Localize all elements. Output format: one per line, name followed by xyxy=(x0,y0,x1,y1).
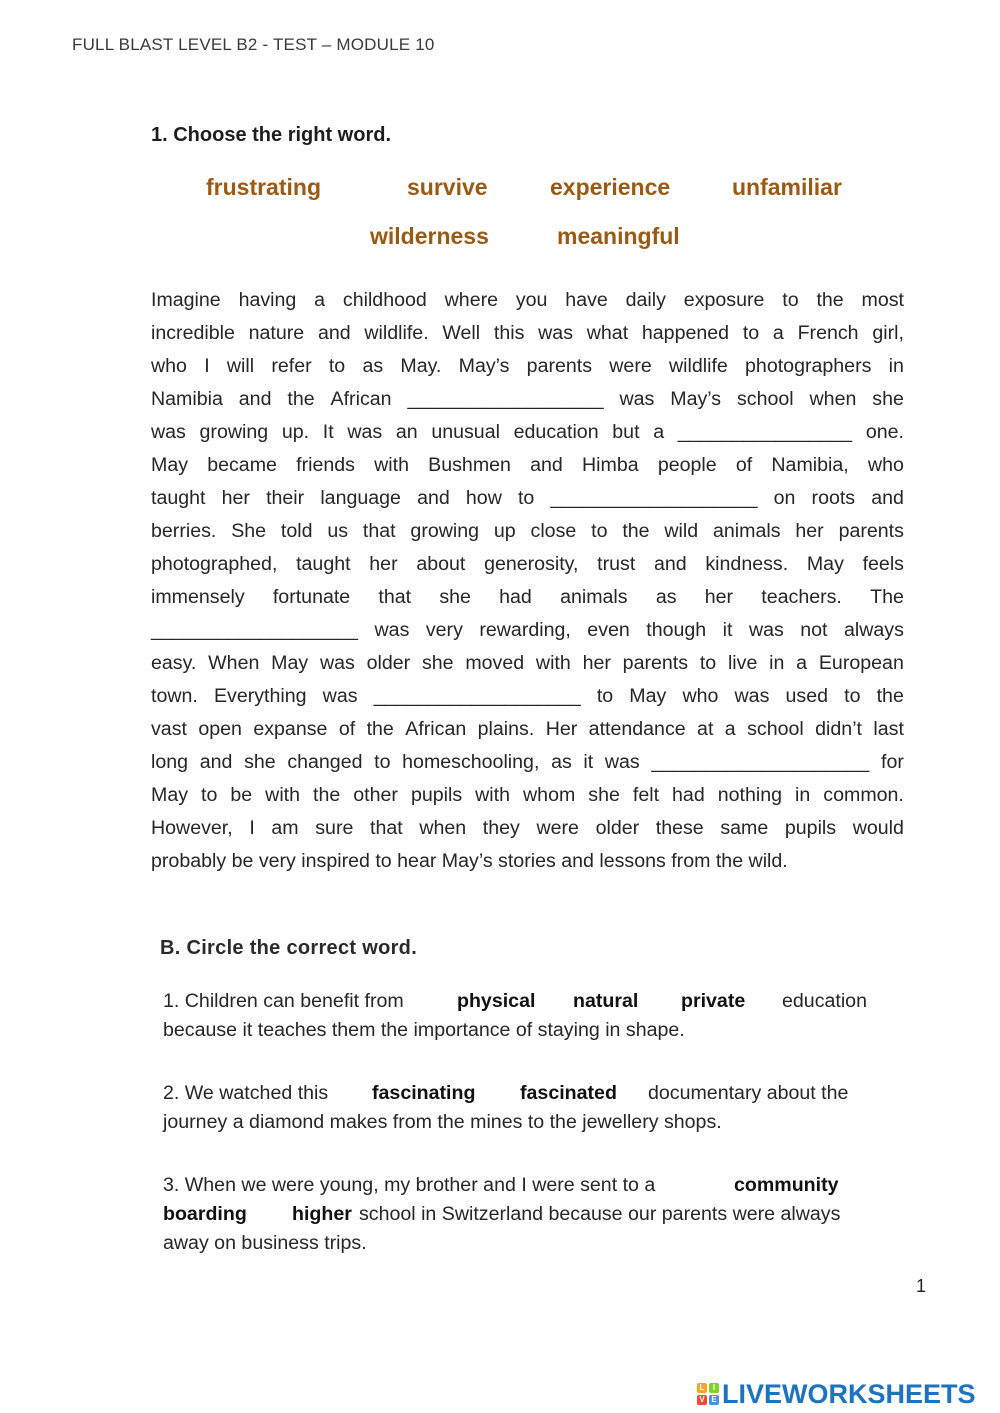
reading-passage xyxy=(151,284,904,878)
passage-word: sure xyxy=(315,817,354,839)
passage-word: and xyxy=(317,322,351,344)
passage-word: wildlife xyxy=(668,355,728,377)
passage-word: didn’t xyxy=(815,718,862,740)
passage-word: she xyxy=(588,784,620,806)
passage-word: same xyxy=(720,817,769,839)
passage-word: would xyxy=(852,817,904,839)
passage-word: Namibia, xyxy=(771,454,849,476)
passage-word: parents xyxy=(526,355,593,377)
question-2-prefix: 2. We watched this xyxy=(163,1082,329,1104)
answer-blank[interactable]: ____________________ xyxy=(651,751,870,773)
passage-word: her xyxy=(582,652,611,674)
passage-word: had xyxy=(499,586,532,608)
passage-word: was xyxy=(734,685,770,707)
passage-word: It xyxy=(322,421,334,443)
question-3 xyxy=(163,1171,883,1258)
logo-mark-tile: V xyxy=(697,1395,707,1405)
passage-word: roots xyxy=(811,487,856,509)
passage-word: she xyxy=(439,586,471,608)
passage-word: her xyxy=(795,520,824,542)
question-1 xyxy=(163,987,883,1045)
passage-word: the xyxy=(876,685,904,707)
passage-word: Namibia xyxy=(151,388,223,410)
passage-word: growing xyxy=(410,520,480,542)
passage-word: their xyxy=(266,487,305,509)
passage-text: probably be very inspired to hear May’s stories and lessons from the wild. xyxy=(151,850,788,872)
passage-word: May xyxy=(271,652,309,674)
passage-word: to xyxy=(742,322,760,344)
passage-word: teachers. xyxy=(761,586,842,608)
question-3-option[interactable]: higher xyxy=(292,1203,352,1225)
passage-word: parents xyxy=(622,652,689,674)
passage-word: when xyxy=(419,817,467,839)
passage-word: though xyxy=(646,619,707,641)
passage-word: and xyxy=(653,553,687,575)
passage-word: these xyxy=(655,817,704,839)
question-2-line2: journey a diamond makes from the mines to the jewellery shops. xyxy=(163,1111,722,1133)
passage-line xyxy=(151,713,904,746)
passage-word: vast xyxy=(151,718,187,740)
liveworksheets-logo[interactable] xyxy=(697,1377,976,1411)
passage-word: with xyxy=(535,652,571,674)
passage-word: very xyxy=(425,619,463,641)
passage-word: her xyxy=(704,586,734,608)
passage-word: incredible xyxy=(151,322,235,344)
passage-word: was xyxy=(604,751,640,773)
passage-word: with xyxy=(475,784,511,806)
passage-word: refer xyxy=(271,355,312,377)
passage-word: this xyxy=(493,322,525,344)
passage-word: always xyxy=(843,619,904,641)
passage-word: open xyxy=(198,718,242,740)
passage-word: be xyxy=(230,784,253,806)
passage-word: but xyxy=(612,421,640,443)
passage-word: on xyxy=(773,487,796,509)
passage-word: who xyxy=(682,685,719,707)
passage-word: childhood xyxy=(342,289,427,311)
passage-word: to xyxy=(699,652,717,674)
passage-word: not xyxy=(800,619,828,641)
passage-word: her xyxy=(221,487,250,509)
passage-word: even xyxy=(587,619,630,641)
page-number: 1 xyxy=(916,1276,927,1296)
passage-word: The xyxy=(870,586,904,608)
passage-word: with xyxy=(265,784,301,806)
passage-word: that xyxy=(362,520,396,542)
passage-word: had xyxy=(672,784,705,806)
question-3-suffix: school in Switzerland because our parents were always xyxy=(359,1203,841,1225)
passage-line xyxy=(151,746,904,779)
passage-line xyxy=(151,779,904,812)
passage-line xyxy=(151,647,904,680)
passage-word: school xyxy=(747,718,804,740)
passage-line xyxy=(151,845,904,878)
passage-word: language xyxy=(320,487,401,509)
passage-line xyxy=(151,416,904,449)
passage-word: most xyxy=(861,289,904,311)
logo-mark-icon xyxy=(697,1383,719,1405)
passage-word: will xyxy=(226,355,255,377)
passage-word: pupils xyxy=(410,784,463,806)
passage-word: in xyxy=(795,784,811,806)
passage-word: the xyxy=(622,520,650,542)
passage-word: was xyxy=(347,421,383,443)
passage-line xyxy=(151,350,904,383)
passage-word: at xyxy=(697,718,714,740)
passage-word: have xyxy=(565,289,608,311)
passage-word: generosity, xyxy=(484,553,579,575)
question-2 xyxy=(163,1079,883,1137)
passage-word: to xyxy=(782,289,799,311)
passage-word: fortunate xyxy=(272,586,351,608)
passage-line xyxy=(151,812,904,845)
passage-word: in xyxy=(888,355,904,377)
passage-word: school xyxy=(736,388,794,410)
passage-word: who xyxy=(867,454,904,476)
passage-word: to xyxy=(591,520,608,542)
passage-word: French xyxy=(797,322,859,344)
passage-word: kindness. xyxy=(705,553,789,575)
passage-word: as xyxy=(551,751,572,773)
passage-word: feels xyxy=(862,553,904,575)
passage-word: what xyxy=(586,322,629,344)
sectionB-title: B. Circle the correct word. xyxy=(160,937,418,959)
passage-word: and xyxy=(238,388,272,410)
passage-word: up xyxy=(493,520,516,542)
passage-line xyxy=(151,317,904,350)
passage-word: attendance xyxy=(588,718,686,740)
passage-word: she xyxy=(244,751,276,773)
passage-word: homeschooling, xyxy=(402,751,540,773)
passage-word: a xyxy=(796,652,808,674)
passage-word: for xyxy=(881,751,904,773)
passage-word: nature xyxy=(248,322,305,344)
word-bank-item: unfamiliar xyxy=(732,174,842,200)
passage-word: older xyxy=(595,817,640,839)
passage-word: they xyxy=(482,817,520,839)
passage-word: and xyxy=(530,454,563,476)
passage-word: of xyxy=(735,454,753,476)
passage-word: trust xyxy=(597,553,636,575)
passage-word: whom xyxy=(523,784,576,806)
passage-word: an xyxy=(395,421,418,443)
passage-word: was xyxy=(151,421,186,443)
question-1-option[interactable]: private xyxy=(681,990,746,1012)
passage-word: taught xyxy=(151,487,206,509)
passage-word: in xyxy=(769,652,785,674)
passage-word: Himba xyxy=(582,454,639,476)
passage-word: common. xyxy=(823,784,904,806)
passage-word: felt xyxy=(632,784,660,806)
passage-line xyxy=(151,614,904,647)
passage-word: pupils xyxy=(784,817,837,839)
passage-word: nothing xyxy=(717,784,783,806)
passage-word: she xyxy=(421,652,454,674)
passage-word: with xyxy=(374,454,409,476)
passage-word: animals xyxy=(713,520,781,542)
passage-word: you xyxy=(515,289,548,311)
answer-blank[interactable]: ___________________ xyxy=(550,487,758,509)
passage-word: us xyxy=(327,520,349,542)
question-3-option[interactable]: community xyxy=(734,1174,839,1196)
passage-word: was xyxy=(619,388,655,410)
passage-word: wildlife. xyxy=(364,322,429,344)
passage-word: to xyxy=(201,784,218,806)
logo-mark-tile: I xyxy=(709,1383,719,1393)
passage-word: and xyxy=(417,487,450,509)
passage-word: and xyxy=(871,487,904,509)
passage-line xyxy=(151,581,904,614)
passage-word: girl, xyxy=(872,322,904,344)
passage-word: African xyxy=(405,718,467,740)
passage-word: it xyxy=(722,619,733,641)
passage-word: that xyxy=(370,817,403,839)
passage-word: easy. xyxy=(151,652,197,674)
section1-title: 1. Choose the right word. xyxy=(151,124,392,146)
passage-word: her xyxy=(369,553,398,575)
word-bank-item: wilderness xyxy=(370,223,489,249)
passage-line xyxy=(151,449,904,482)
passage-word: about xyxy=(416,553,466,575)
passage-word: close xyxy=(530,520,577,542)
passage-word: was xyxy=(319,652,355,674)
passage-word: as xyxy=(362,355,384,377)
passage-word: as xyxy=(655,586,677,608)
passage-word: I xyxy=(204,355,210,377)
passage-word: up. xyxy=(281,421,310,443)
answer-blank[interactable]: ___________________ xyxy=(151,619,359,641)
passage-word: older xyxy=(366,652,411,674)
passage-word: education xyxy=(513,421,599,443)
logo-mark-tile: L xyxy=(697,1383,707,1393)
question-1-suffix: education xyxy=(782,990,867,1012)
passage-word: African xyxy=(330,388,392,410)
answer-blank[interactable]: ________________ xyxy=(677,421,853,443)
passage-word: Imagine xyxy=(151,289,221,311)
answer-blank[interactable]: ___________________ xyxy=(373,685,581,707)
passage-word: am xyxy=(271,817,299,839)
passage-word: of xyxy=(338,718,356,740)
passage-word: Everything xyxy=(213,685,307,707)
passage-word: was xyxy=(322,685,358,707)
passage-word: happened xyxy=(641,322,730,344)
passage-word: Well xyxy=(442,322,481,344)
passage-word: to xyxy=(374,751,391,773)
logo-text: LIVEWORKSHEETS xyxy=(722,1378,976,1409)
passage-word: last xyxy=(873,718,904,740)
answer-blank[interactable]: __________________ xyxy=(407,388,604,410)
passage-word: wild xyxy=(664,520,699,542)
passage-word: live xyxy=(727,652,758,674)
passage-word: town. xyxy=(151,685,198,707)
passage-word: unusual xyxy=(431,421,500,443)
word-bank-item: frustrating xyxy=(206,174,321,200)
passage-word: May xyxy=(629,685,667,707)
document-header: FULL BLAST LEVEL B2 - TEST – MODULE 10 xyxy=(72,35,435,54)
passage-word: a xyxy=(772,322,784,344)
passage-word: who xyxy=(151,355,187,377)
passage-word: that xyxy=(378,586,412,608)
passage-word: other xyxy=(353,784,398,806)
passage-word: berries. xyxy=(151,520,217,542)
question-1-line2: because it teaches them the importance of staying in shape. xyxy=(163,1019,685,1041)
passage-word: She xyxy=(231,520,267,542)
passage-word: where xyxy=(444,289,499,311)
passage-word: was xyxy=(748,619,784,641)
word-bank-item: meaningful xyxy=(557,223,680,249)
passage-word: May. xyxy=(400,355,442,377)
passage-word: the xyxy=(313,784,341,806)
passage-word: May xyxy=(151,454,189,476)
question-1-prefix: 1. Children can benefit from xyxy=(163,990,404,1012)
passage-word: plains. xyxy=(477,718,535,740)
passage-word: European xyxy=(818,652,904,674)
passage-word: the xyxy=(816,289,844,311)
passage-word: I xyxy=(249,817,255,839)
passage-word: told xyxy=(280,520,313,542)
passage-word: photographed, xyxy=(151,553,278,575)
question-3-prefix: 3. When we were young, my brother and I were sent to a xyxy=(163,1174,656,1196)
question-3-line3: away on business trips. xyxy=(163,1232,367,1254)
passage-word: the xyxy=(287,388,315,410)
passage-word: a xyxy=(724,718,736,740)
passage-line xyxy=(151,383,904,416)
word-bank-item: experience xyxy=(550,174,671,200)
passage-word: were xyxy=(609,355,652,377)
passage-word: daily xyxy=(625,289,666,311)
passage-word: a xyxy=(314,289,326,311)
question-2-option[interactable]: fascinated xyxy=(520,1082,617,1104)
passage-word: animals xyxy=(560,586,628,608)
question-2-option[interactable]: fascinating xyxy=(372,1082,476,1104)
passage-word: Bushmen xyxy=(428,454,511,476)
word-bank-item: survive xyxy=(407,174,488,200)
passage-word: how xyxy=(465,487,502,509)
passage-word: having xyxy=(238,289,297,311)
passage-word: moved xyxy=(465,652,525,674)
passage-word: she xyxy=(872,388,904,410)
passage-word: long xyxy=(151,751,189,773)
passage-word: to xyxy=(328,355,346,377)
passage-word: people xyxy=(657,454,717,476)
passage-word: was xyxy=(374,619,410,641)
passage-word: were xyxy=(536,817,579,839)
passage-word: when xyxy=(809,388,857,410)
passage-word: friends xyxy=(296,454,355,476)
passage-line xyxy=(151,482,904,515)
passage-word: a xyxy=(653,421,665,443)
passage-word: When xyxy=(208,652,260,674)
passage-word: expanse xyxy=(253,718,328,740)
passage-word: to xyxy=(844,685,861,707)
passage-word: one. xyxy=(865,421,904,443)
question-2-suffix: documentary about the xyxy=(648,1082,849,1104)
question-1-option[interactable]: natural xyxy=(573,990,639,1012)
passage-word: and xyxy=(199,751,233,773)
passage-line xyxy=(151,515,904,548)
passage-line xyxy=(151,548,904,581)
passage-word: May’s xyxy=(670,388,722,410)
passage-word: the xyxy=(366,718,394,740)
passage-word: became xyxy=(207,454,277,476)
passage-word: used xyxy=(785,685,829,707)
passage-word: However, xyxy=(151,817,233,839)
passage-word: May xyxy=(806,553,844,575)
passage-word: was xyxy=(538,322,573,344)
passage-word: to xyxy=(596,685,614,707)
passage-word: May’s xyxy=(458,355,510,377)
passage-line xyxy=(151,284,904,317)
passage-word: to xyxy=(517,487,535,509)
passage-word: May xyxy=(151,784,189,806)
question-1-option[interactable]: physical xyxy=(457,990,536,1012)
passage-word: taught xyxy=(296,553,351,575)
passage-word: it xyxy=(583,751,594,773)
passage-word: growing xyxy=(199,421,269,443)
passage-line xyxy=(151,680,904,713)
logo-mark-tile: E xyxy=(709,1395,719,1405)
passage-word: rewarding, xyxy=(479,619,571,641)
passage-word: parents xyxy=(838,520,904,542)
passage-word: exposure xyxy=(683,289,765,311)
passage-word: Her xyxy=(545,718,578,740)
passage-word: changed xyxy=(287,751,363,773)
question-3-option[interactable]: boarding xyxy=(163,1203,247,1225)
passage-word: photographers xyxy=(745,355,872,377)
passage-word: immensely xyxy=(151,586,245,608)
